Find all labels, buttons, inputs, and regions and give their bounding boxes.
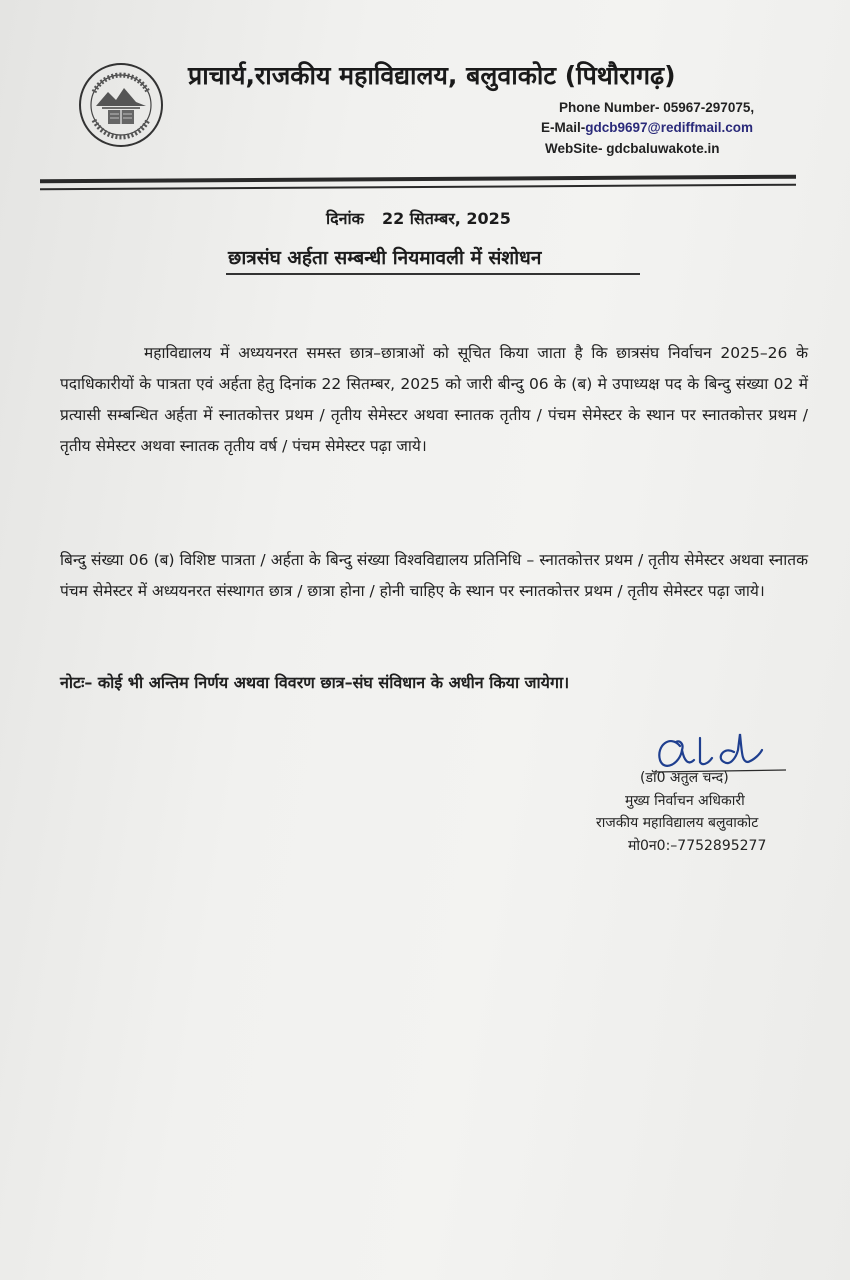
signatory-mobile: मो0न0:–7752895277 <box>628 838 767 854</box>
subject-underline <box>226 273 640 275</box>
signatory-designation: मुख्य निर्वाचन अधिकारी <box>625 793 745 809</box>
date-value: 22 सितम्बर, 2025 <box>381 209 511 228</box>
college-seal-icon <box>78 62 164 148</box>
paragraph-2: बिन्दु संख्या 06 (ब) विशिष्ट पात्रता / अर्हता के बिन्दु संख्या विश्वविद्यालय प्रतिनिधि – स्नातकोत्तर प्रथम / तृतीय सेमेस्टर अथवा स्नातक पंचम सेमेस्टर में अध्ययनरत संस्थागत छात्र / छात्रा होना / होनी चाहिए के स्थान पर स्नातकोत्तर प्रथम / तृतीय सेमेस्टर पढ़ा जाये। <box>60 551 808 600</box>
email-value: gdcb9697@rediffmail.com <box>585 120 753 135</box>
paragraph-1: महाविद्यालय में अध्ययनरत समस्त छात्र–छात्राओं को सूचित किया जाता है कि छात्रसंघ निर्वाचन 2025–26 के पदाधिकारीयों के पात्रता एवं अर्हता हेतु दिनांक 22 सितम्बर, 2025 को जारी बीन्दु 06 के (ब) मे उपाध्यक्ष पद के बिन्दु संख्या 02 में प्रत्यासी सम्बन्धित अर्हता में स्नातकोत्तर प्रथम / तृतीय सेमेस्टर अथवा स्नातक तृतीय / पंचम सेमेस्टर के स्थान पर स्नातकोत्तर प्रथम / तृतीय सेमेस्टर अथवा स्नातक तृतीय वर्ष / पंचम सेमेस्टर पढ़ा जाये। <box>60 344 808 455</box>
email-line <box>541 120 753 135</box>
signatory-name: (डॉ0 अतुल चन्द) <box>640 770 729 786</box>
date-line <box>326 207 511 229</box>
header-rule-thin <box>40 184 796 190</box>
phone-number: Phone Number- 05967-297075, <box>559 100 755 115</box>
note: नोटः– कोई भी अन्तिम निर्णय अथवा विवरण छात्र–संघ संविधान के अधीन किया जायेगा। <box>60 673 570 692</box>
header-rule-thick <box>40 175 796 184</box>
signatory-college: राजकीय महाविद्यालय बलुवाकोट <box>596 815 759 831</box>
website: WebSite- gdcbaluwakote.in <box>545 141 720 156</box>
college-title: प्राचार्य,राजकीय महाविद्यालय, बलुवाकोट (पिथौरागढ़) <box>188 61 676 90</box>
date-label: दिनांक <box>326 209 364 228</box>
subject-heading: छात्रसंघ अर्हता सम्बन्धी नियमावली में संशोधन <box>228 247 542 269</box>
email-label: E-Mail- <box>541 120 586 135</box>
